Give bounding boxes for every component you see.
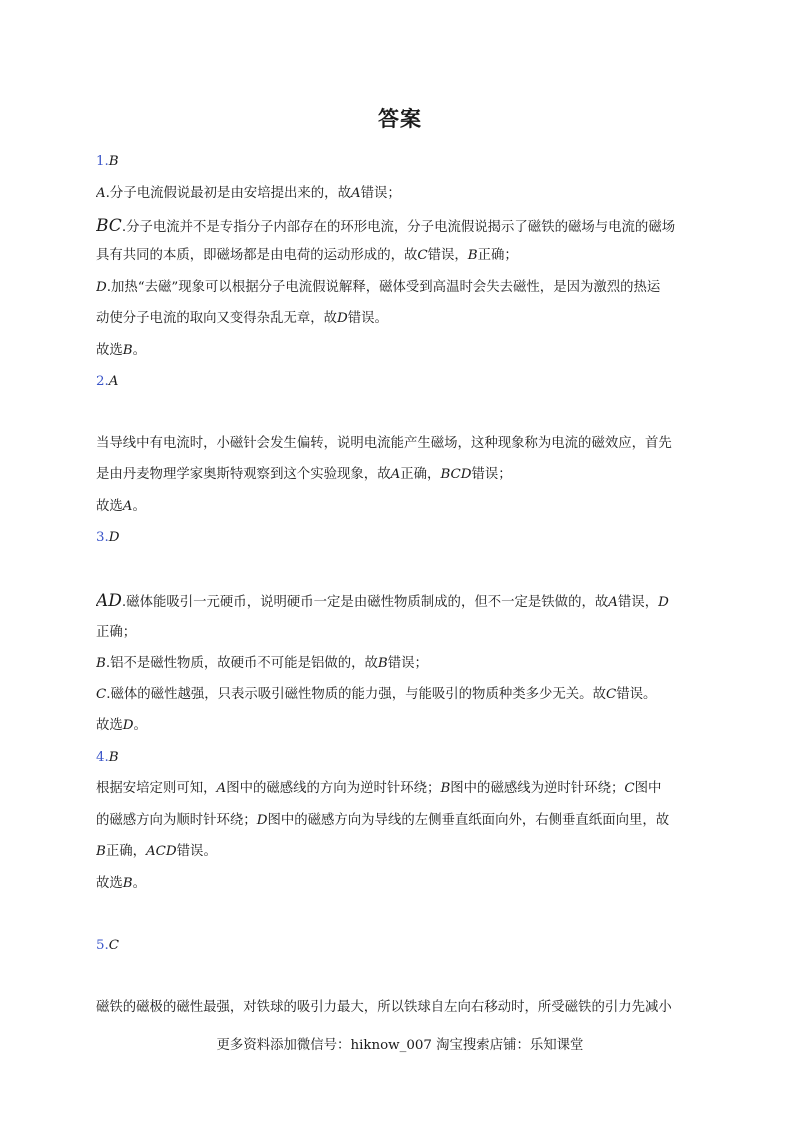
q4-header bbox=[96, 748, 706, 768]
q2-line-1: 当导线中有电流时，小磁针会发生偏转，说明电流能产生磁场，这种现象称为电流的磁效应，首先 bbox=[96, 436, 672, 451]
q3-line-2: 正确； bbox=[96, 625, 137, 640]
q3-header bbox=[96, 528, 706, 548]
q5-number: 5. bbox=[96, 938, 109, 953]
page-footer: 更多资料添加微信号：hiknow_007 淘宝搜索店铺：乐知课堂 bbox=[216, 1038, 584, 1053]
q3-line-1: AD.磁体能吸引一元硬币，说明硬币一定是由磁性物质制成的，但不一定是铁做的，故A错误，D bbox=[96, 591, 669, 611]
page-title: 答案 bbox=[378, 107, 422, 131]
q4-line-3: B正确，ACD错误。 bbox=[96, 844, 217, 859]
q4-answer: B bbox=[108, 750, 119, 765]
q2-conclusion: 故选A。 bbox=[96, 499, 146, 514]
q1-line-4: D.加热“去磁”现象可以根据分子电流假说解释，磁体受到高温时会失去磁性，是因为激烈的热运 bbox=[96, 280, 661, 295]
q2-number: 2. bbox=[96, 374, 109, 389]
q3-line-4: C.磁体的磁性越强，只表示吸引磁性物质的能力强，与能吸引的物质种类多少无关。故C错误。 bbox=[96, 687, 657, 702]
q3-conclusion: 故选D。 bbox=[96, 718, 147, 733]
q3-line-3: B.铝不是磁性物质，故硬币不可能是铝做的，故B错误； bbox=[96, 656, 428, 671]
q5-header bbox=[96, 936, 706, 956]
q4-line-1: 根据安培定则可知，A图中的磁感线的方向为逆时针环绕；B图中的磁感线为逆时针环绕；C图中 bbox=[96, 781, 662, 796]
q3-answer: D bbox=[108, 530, 120, 545]
q4-line-2: 的磁感方向为顺时针环绕；D图中的磁感方向为导线的左侧垂直纸面向外，右侧垂直纸面向里，故 bbox=[96, 813, 670, 828]
q4-number: 4. bbox=[96, 750, 109, 765]
q2-line-2: 是由丹麦物理学家奥斯特观察到这个实验现象，故A正确，BCD错误； bbox=[96, 467, 512, 482]
q5-answer: C bbox=[108, 938, 120, 953]
q1-line-3: 具有共同的本质，即磁场都是由电荷的运动形成的，故C错误，B正确； bbox=[96, 248, 518, 263]
q1-line-5: 动使分子电流的取向又变得杂乱无章，故D错误。 bbox=[96, 311, 388, 326]
q2-answer: A bbox=[108, 374, 119, 389]
q1-line-1: A.分子电流假说最初是由安培提出来的，故A错误； bbox=[96, 186, 401, 201]
q1-line-2: BC.分子电流并不是专指分子内部存在的环形电流，分子电流假说揭示了磁铁的磁场与电流的磁场 bbox=[96, 216, 676, 236]
q4-conclusion: 故选B。 bbox=[96, 876, 147, 891]
q1-conclusion: 故选B。 bbox=[96, 343, 147, 358]
q1-header bbox=[96, 152, 706, 172]
q2-header bbox=[96, 372, 706, 392]
q3-number: 3. bbox=[96, 530, 109, 545]
q1-answer: B bbox=[108, 154, 119, 169]
q5-line-1: 磁铁的磁极的磁性最强，对铁球的吸引力最大，所以铁球自左向右移动时，所受磁铁的引力先减小 bbox=[96, 1000, 672, 1015]
q1-number: 1. bbox=[96, 154, 109, 169]
